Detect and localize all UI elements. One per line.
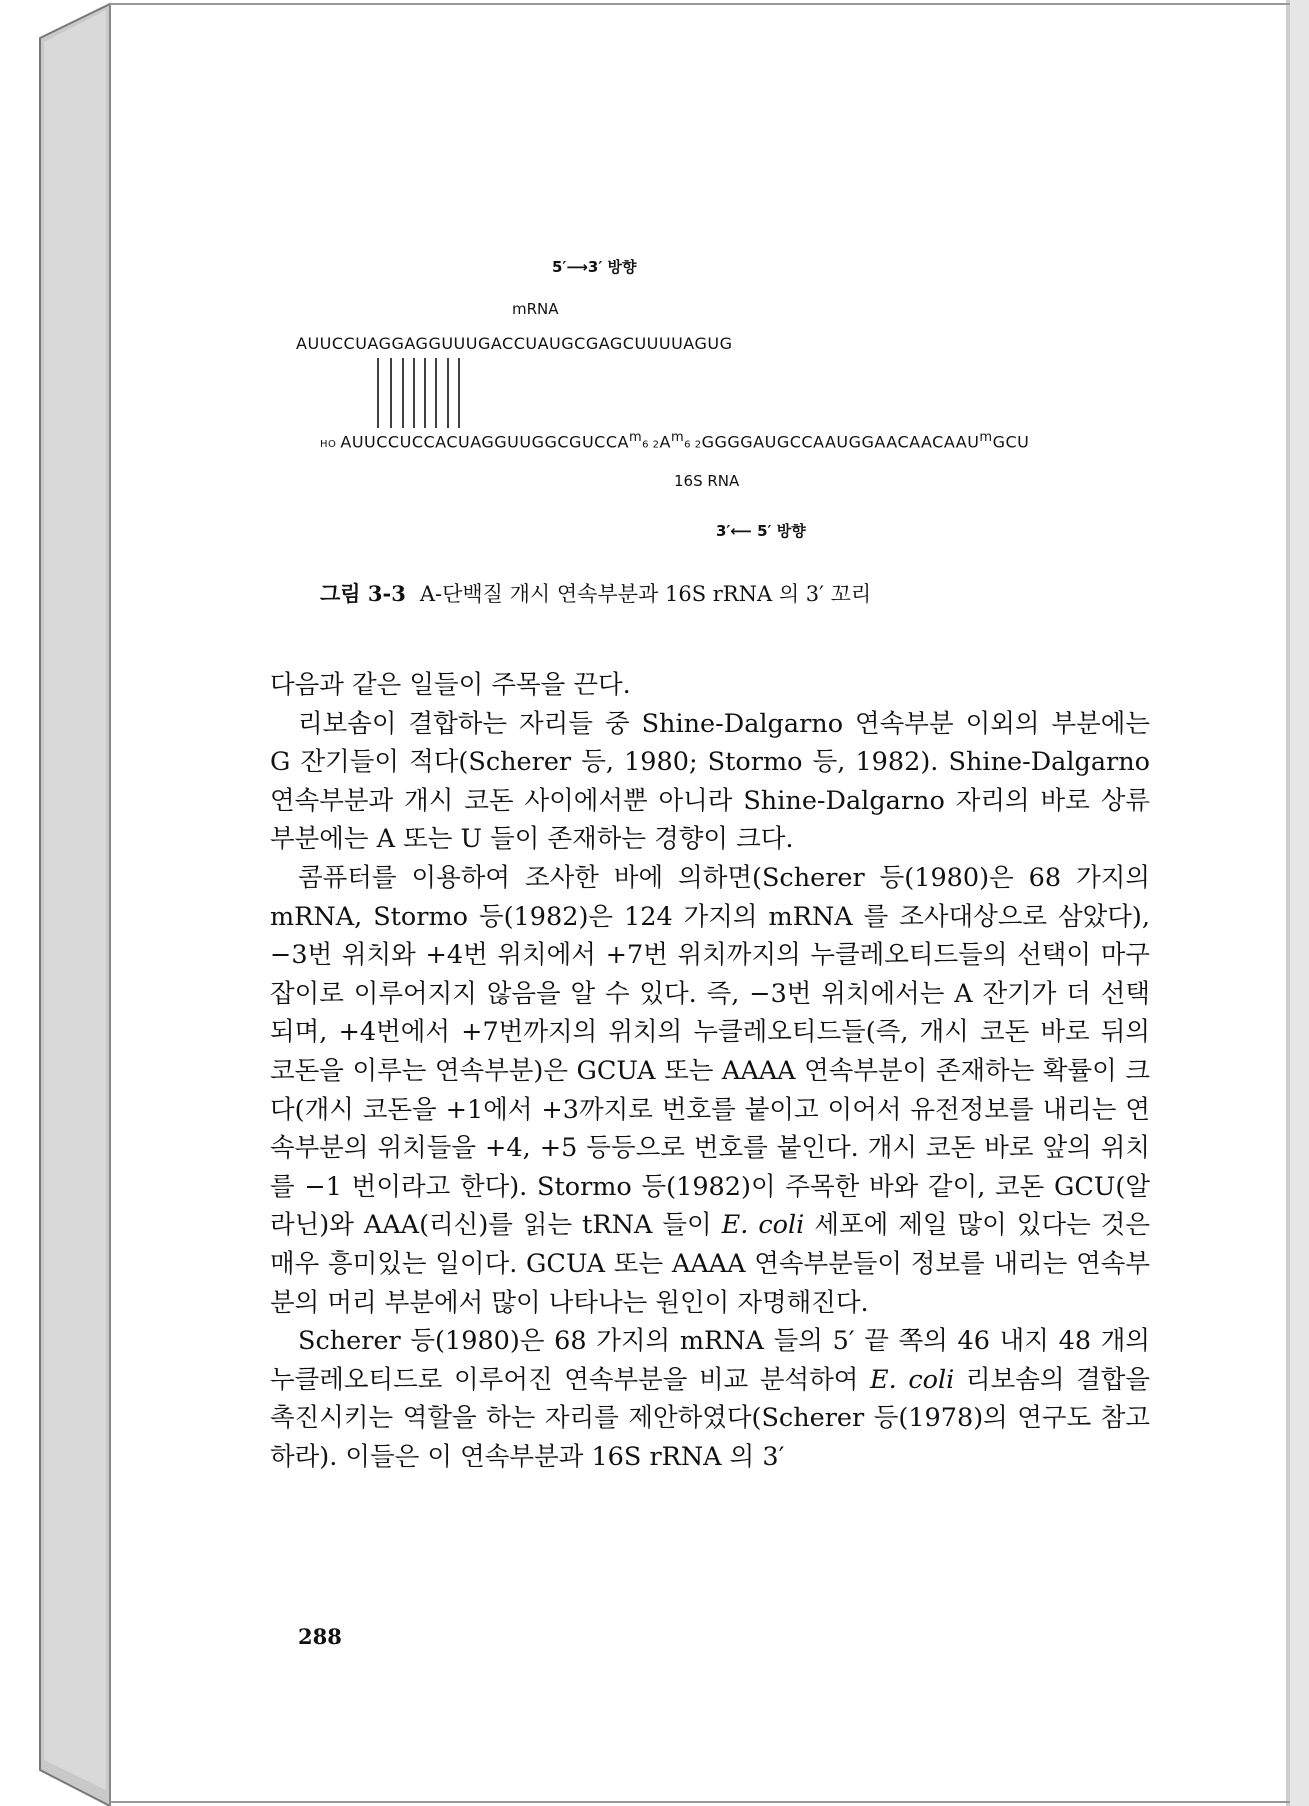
body-text: [270, 666, 1150, 1476]
page-number: 288: [298, 1624, 342, 1649]
rrna-mod1b: 6 2: [642, 439, 660, 451]
direction-label-top: 5′⟶3′ 방향: [552, 258, 637, 276]
mrna-sequence: AUUCCUAGGAGGUUUGACCUAUGCGAGCUUUUAGUG: [296, 334, 733, 353]
paragraph-3-part-b: 세포에 제일 많이 있다는 것은 매우 흥미있는 일이다. GCUA 또는 AAAA 연속부분들이 정보를 내리는 연속부분의 머리 부분에서 많이 나타나는 원인이 자명해진다.: [270, 1210, 1150, 1318]
base-pairing-lines: [370, 356, 470, 430]
paragraph-4-part-a: Scherer 등(1980)은 68 가지의 mRNA 들의 5′ 끝 쪽의 46 내지 48 개의 누클레오티드로 이루어진 연속부분을 비교 분석하여: [270, 1326, 1150, 1395]
paragraph-2: 리보솜이 결합하는 자리들 중 Shine-Dalgarno 연속부분 이외의 부분에는 G 잔기들이 적다(Scherer 등, 1980; Stormo 등, 1982). Shine-Dalgarno 연속부분과 개시 코돈 사이에서뿐 아니라 Shine-Dalgarno 자리의 바로 상류 부분에는 A 또는 U 들이 존재하는 경향이 크다.: [270, 708, 1150, 855]
paragraph-3: [270, 859, 1150, 1322]
rrna-mod1: m: [628, 430, 643, 445]
figure-caption: [320, 578, 871, 608]
rrna-seq-c: GGGGAUGCCAAUGGAACAACAAU: [701, 432, 980, 452]
rrna-mod2: m: [670, 430, 685, 445]
paragraph-4: [270, 1322, 1150, 1476]
rrna-label: 16S RNA: [674, 472, 740, 490]
figure-number: 그림 3-3: [320, 581, 406, 606]
rrna-seq-a: AUUCCUCCACUAGGUUGGCGUCCA: [340, 432, 629, 452]
paragraph-3-species: E. coli: [721, 1210, 805, 1241]
mrna-label: mRNA: [512, 300, 559, 318]
rrna-seq-d: GCU: [992, 432, 1030, 452]
paragraph-1: 다음과 같은 일들이 주목을 끈다.: [270, 670, 631, 700]
rrna-mod2b: 6 2: [684, 439, 702, 451]
paragraph-4-species: E. coli: [870, 1364, 955, 1395]
paragraph-3-part-a: 콤퓨터를 이용하여 조사한 바에 의하면(Scherer 등(1980)은 68 가지의 mRNA, Stormo 등(1982)은 124 가지의 mRNA 를 조사대상으로 삼았다), −3번 위치와 +4번 위치에서 +7번 위치까지의 누클레오티드들의 선택이 마구잡이로 이루어지지 않음을 알 수 있다. 즉, −3번 위치에서는 A 잔기가 더 선택되며, +4번에서 +7번까지의 위치의 누클레오티드들(즉, 개시 코돈 바로 뒤의 코돈을 이루는 연속부분)은 GCUA 또는 AAAA 연속부분이 존재하는 확률이 크다(개시 코돈을 +1에서 +3까지로 번호를 붙이고 이어서 유전정보를 내리는 연속부분의 위치들을 +4, +5 등등으로 번호를 붙인다. 개시 코돈 바로 앞의 위치를 −1 번이라고 한다). Stormo 등(1982)이 주목한 바와 같이, 코돈 GCU(알라닌)와 AAA(리신)를 읽는 tRNA 들이: [270, 862, 1150, 1241]
paragraph-4-part-b: 리보솜의 결합을 촉진시키는 역할을 하는 자리를 제안하였다(Scherer 등(1978)의 연구도 참고하라). 이들은 이 연속부분과 16S rRNA 의 3′: [270, 1364, 1150, 1472]
rrna-prefix: HO: [320, 439, 337, 451]
direction-label-bottom: 3′⟵ 5′ 방향: [716, 522, 806, 540]
rrna-sequence: [320, 430, 1029, 451]
rrna-mod3: m: [979, 430, 993, 445]
figure-caption-text: A-단백질 개시 연속부분과 16S rRNA 의 3′ 꼬리: [419, 582, 872, 606]
rrna-seq-b: A: [659, 432, 671, 452]
